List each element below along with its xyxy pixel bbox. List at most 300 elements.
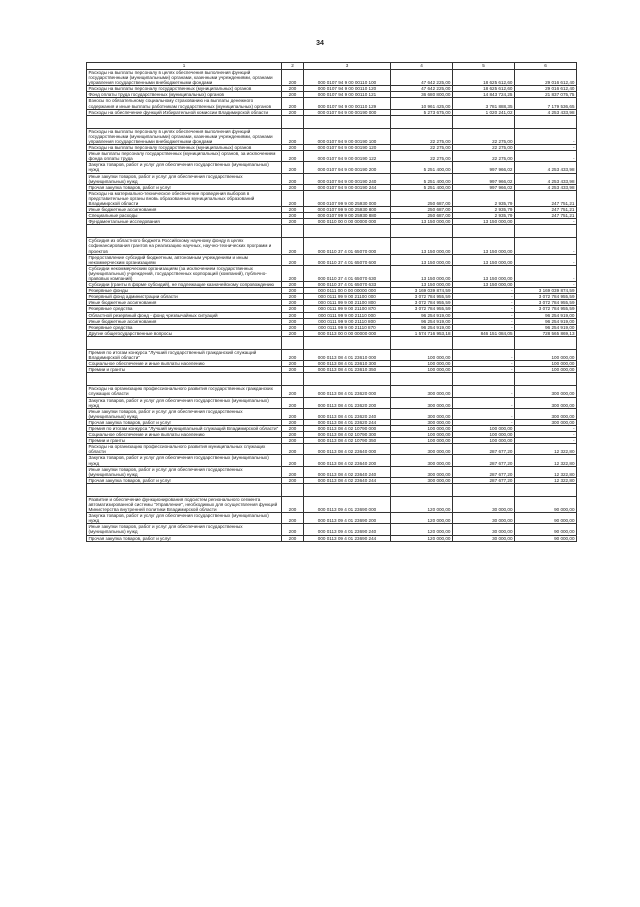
row-name-cell: Иные закупки товаров, работ и услуг для обеспечения государственных (муниципальных) нужд [87, 466, 282, 477]
table-row [87, 373, 577, 386]
row-rest-cell: 29 016 612,40 [515, 86, 577, 92]
row-rest-cell [515, 483, 577, 496]
table-row [87, 513, 577, 524]
row-rest-cell: 12 322,80 [515, 444, 577, 455]
row-rest-cell: 4 253 433,98 [515, 162, 577, 173]
row-ved-cell: 200 [282, 535, 304, 541]
row-code-cell: 000 0111 99 9 00 21100 000 [304, 294, 391, 300]
row-code-cell: 000 0107 94 9 00 00190 240 [304, 173, 391, 184]
row-plan-cell: 13 150 000,00 [391, 238, 453, 254]
row-code-cell: 000 0107 94 9 00 00190 100 [304, 128, 391, 144]
table-row [87, 330, 577, 336]
row-exec-cell: - [453, 324, 515, 330]
row-plan-cell: 47 642 225,00 [391, 70, 453, 86]
row-plan-cell: 100 000,00 [391, 361, 453, 367]
table-row [87, 349, 577, 360]
row-plan-cell: 13 150 000,00 [391, 254, 453, 265]
row-ved-cell [282, 336, 304, 349]
row-rest-cell: 12 322,80 [515, 477, 577, 483]
row-plan-cell: 96 254 919,00 [391, 312, 453, 318]
row-exec-cell: 287 677,20 [453, 477, 515, 483]
table-row [87, 535, 577, 541]
row-name-cell: Премии и гранты [87, 367, 282, 373]
row-code-cell: 000 0113 08 4 01 23620 240 [304, 408, 391, 419]
row-rest-cell: 247 751,21 [515, 190, 577, 206]
table-row [87, 145, 577, 151]
row-rest-cell: - [515, 151, 577, 162]
table-row [87, 336, 577, 349]
row-plan-cell: 100 000,00 [391, 367, 453, 373]
row-code-cell: 000 0111 99 9 00 21110 000 [304, 312, 391, 318]
row-exec-cell: 13 150 000,00 [453, 265, 515, 281]
row-ved-cell [282, 115, 304, 128]
row-code-cell: 000 0111 00 0 00 00000 000 [304, 288, 391, 294]
table-row [87, 397, 577, 408]
row-exec-cell: - [453, 397, 515, 408]
row-name-cell: Предоставление субсидий бюджетным, автономным учреждениям и иным некоммерческим организациям [87, 254, 282, 265]
row-code-cell: 000 0111 99 9 00 21110 870 [304, 324, 391, 330]
row-exec-cell: 30 000,00 [453, 524, 515, 535]
row-plan-cell: 13 150 000,00 [391, 265, 453, 281]
row-exec-cell: 22 275,00 [453, 145, 515, 151]
row-ved-cell: 200 [282, 349, 304, 360]
row-name-cell [87, 115, 282, 128]
row-name-cell: Расходы на обеспечение функций Избирательной комиссии Владимирской области [87, 109, 282, 115]
row-code-cell: 000 0107 94 9 00 00190 120 [304, 145, 391, 151]
row-rest-cell: 3 169 039 874,59 [515, 288, 577, 294]
row-code-cell: 000 0107 99 9 00 25930 880 [304, 213, 391, 219]
row-code-cell: 000 0110 37 4 01 65070 000 [304, 238, 391, 254]
row-exec-cell: 100 000,00 [453, 425, 515, 431]
row-plan-cell: 100 000,00 [391, 349, 453, 360]
row-plan-cell [391, 483, 453, 496]
budget-table [86, 62, 577, 542]
row-rest-cell: 12 322,80 [515, 466, 577, 477]
row-code-cell [304, 483, 391, 496]
row-name-cell: Иные бюджетные ассигнования [87, 207, 282, 213]
table-row [87, 483, 577, 496]
row-code-cell [304, 336, 391, 349]
row-plan-cell: 100 000,00 [391, 432, 453, 438]
table-row [87, 265, 577, 281]
row-name-cell: Расходы на выплаты персоналу в целях обеспечения выполнения функций государственными (муниципальными) органами, казенными учреждениями, органами управления государственными внебюджетными фондами [87, 70, 282, 86]
row-code-cell: 000 0113 09 4 01 23690 244 [304, 535, 391, 541]
table-row [87, 477, 577, 483]
row-name-cell: Премии и гранты [87, 438, 282, 444]
row-ved-cell: 200 [282, 219, 304, 225]
table-row [87, 151, 577, 162]
row-rest-cell: - [515, 282, 577, 288]
row-code-cell: 000 0113 08 4 02 23640 000 [304, 444, 391, 455]
row-plan-cell: 13 150 000,00 [391, 219, 453, 225]
row-ved-cell: 200 [282, 455, 304, 466]
row-rest-cell: - [515, 238, 577, 254]
row-plan-cell [391, 336, 453, 349]
row-name-cell: Социальное обеспечение и иные выплаты населению [87, 361, 282, 367]
row-rest-cell: 96 254 919,00 [515, 318, 577, 324]
table-row [87, 70, 577, 86]
row-name-cell: Субсидии некоммерческим организациям (за исключением государственных (муниципальных) учреждений, государственных корпораций (компаний), публично-правовых компаний) [87, 265, 282, 281]
row-name-cell: Иные закупки товаров, работ и услуг для обеспечения государственных (муниципальных) нужд [87, 408, 282, 419]
row-ved-cell: 200 [282, 213, 304, 219]
row-rest-cell: 4 253 433,98 [515, 173, 577, 184]
table-body [87, 70, 577, 542]
row-exec-cell: 100 000,00 [453, 432, 515, 438]
row-ved-cell: 200 [282, 70, 304, 86]
row-ved-cell: 200 [282, 318, 304, 324]
row-ved-cell: 200 [282, 151, 304, 162]
row-ved-cell: 200 [282, 128, 304, 144]
row-ved-cell: 200 [282, 98, 304, 109]
row-name-cell: Иные бюджетные ассигнования [87, 318, 282, 324]
row-rest-cell: 3 072 784 955,59 [515, 306, 577, 312]
row-exec-cell: 997 966,02 [453, 173, 515, 184]
row-exec-cell: - [453, 408, 515, 419]
row-name-cell: Расходы на организацию профессионального развития государственных гражданских служащих области [87, 386, 282, 397]
row-ved-cell: 200 [282, 444, 304, 455]
row-ved-cell: 200 [282, 92, 304, 98]
row-code-cell: 000 0107 94 9 00 00190 000 [304, 109, 391, 115]
table-row [87, 190, 577, 206]
row-ved-cell: 200 [282, 207, 304, 213]
row-exec-cell: 287 677,20 [453, 455, 515, 466]
row-code-cell: 000 0107 94 9 00 00110 129 [304, 98, 391, 109]
row-rest-cell: 90 000,00 [515, 535, 577, 541]
row-rest-cell: 21 837 075,75 [515, 92, 577, 98]
row-ved-cell: 200 [282, 425, 304, 431]
header-row [87, 63, 577, 70]
row-name-cell: Субсидия из областного бюджета Российскому научному фонду в целях софинансирования грантов на реализацию научных, научно-технических программ и проектов [87, 238, 282, 254]
row-code-cell [304, 115, 391, 128]
row-ved-cell: 200 [282, 367, 304, 373]
row-rest-cell: 4 253 433,98 [515, 109, 577, 115]
row-code-cell: 000 0113 08 4 01 23610 300 [304, 361, 391, 367]
row-code-cell: 000 0111 99 9 00 21100 800 [304, 300, 391, 306]
table-row [87, 173, 577, 184]
row-rest-cell: 90 000,00 [515, 496, 577, 512]
row-code-cell: 000 0110 37 4 01 65070 630 [304, 265, 391, 281]
row-rest-cell: 300 000,00 [515, 386, 577, 397]
row-ved-cell [282, 373, 304, 386]
row-exec-cell: 287 677,20 [453, 466, 515, 477]
row-rest-cell: 300 000,00 [515, 397, 577, 408]
table-row [87, 282, 577, 288]
row-plan-cell: 300 000,00 [391, 419, 453, 425]
row-ved-cell [282, 483, 304, 496]
table-row [87, 408, 577, 419]
row-plan-cell: 5 251 400,00 [391, 184, 453, 190]
row-plan-cell: 47 642 225,00 [391, 86, 453, 92]
row-code-cell: 000 0113 08 4 02 10790 350 [304, 438, 391, 444]
row-ved-cell: 200 [282, 254, 304, 265]
row-exec-cell: - [453, 306, 515, 312]
row-name-cell: Иные закупки товаров, работ и услуг для обеспечения государственных (муниципальных) нужд [87, 173, 282, 184]
row-exec-cell: 3 781 888,35 [453, 98, 515, 109]
row-plan-cell: 13 150 000,00 [391, 282, 453, 288]
row-code-cell: 000 0110 37 4 01 65070 633 [304, 282, 391, 288]
row-rest-cell [515, 225, 577, 238]
row-code-cell: 000 0113 09 4 01 23690 240 [304, 524, 391, 535]
row-name-cell: Прочая закупка товаров, работ и услуг [87, 535, 282, 541]
row-rest-cell: 12 322,80 [515, 455, 577, 466]
row-rest-cell: 100 000,00 [515, 349, 577, 360]
row-rest-cell: 3 072 784 955,59 [515, 294, 577, 300]
row-ved-cell: 200 [282, 162, 304, 173]
row-code-cell: 000 0107 94 9 00 00190 244 [304, 184, 391, 190]
row-ved-cell: 200 [282, 432, 304, 438]
row-ved-cell: 200 [282, 513, 304, 524]
row-rest-cell: - [515, 145, 577, 151]
row-name-cell: Закупка товаров, работ и услуг для обеспечения государственных (муниципальных) нужд [87, 397, 282, 408]
row-exec-cell: 287 677,20 [453, 444, 515, 455]
row-name-cell: Социальное обеспечение и иные выплаты населению [87, 432, 282, 438]
row-exec-cell: 13 150 000,00 [453, 282, 515, 288]
row-exec-cell: - [453, 367, 515, 373]
table-row [87, 254, 577, 265]
row-ved-cell: 200 [282, 282, 304, 288]
row-name-cell: Расходы на выплаты персоналу государственных (муниципальных) органов [87, 86, 282, 92]
row-rest-cell: 96 254 919,00 [515, 312, 577, 318]
row-ved-cell: 200 [282, 184, 304, 190]
row-exec-cell: 100 000,00 [453, 438, 515, 444]
row-rest-cell: 300 000,00 [515, 408, 577, 419]
row-plan-cell: 100 000,00 [391, 425, 453, 431]
table-row [87, 444, 577, 455]
row-name-cell [87, 225, 282, 238]
row-exec-cell: 18 625 612,60 [453, 86, 515, 92]
row-plan-cell: 3 072 784 955,59 [391, 306, 453, 312]
header-cell: 5 [453, 63, 515, 70]
row-rest-cell: 4 253 433,98 [515, 184, 577, 190]
row-name-cell: Субсидии (гранты в форме субсидий), не подлежащие казначейскому сопровождению [87, 282, 282, 288]
row-rest-cell: 100 000,00 [515, 361, 577, 367]
row-rest-cell: 90 000,00 [515, 513, 577, 524]
row-code-cell: 000 0110 37 4 01 65070 600 [304, 254, 391, 265]
row-exec-cell [453, 336, 515, 349]
row-rest-cell: 7 179 536,65 [515, 98, 577, 109]
header-cell: 2 [282, 63, 304, 70]
row-name-cell: Премия по итогам конкурса "Лучший государственный гражданский служащий Владимирской области" [87, 349, 282, 360]
row-code-cell: 000 0107 99 9 00 25930 000 [304, 190, 391, 206]
row-exec-cell: 2 935,79 [453, 190, 515, 206]
row-ved-cell: 200 [282, 145, 304, 151]
row-name-cell: Фундаментальные исследования [87, 219, 282, 225]
row-ved-cell: 200 [282, 324, 304, 330]
row-name-cell: Иные бюджетные ассигнования [87, 300, 282, 306]
header-cell: 6 [515, 63, 577, 70]
row-plan-cell: 5 273 675,00 [391, 109, 453, 115]
row-plan-cell: 3 072 784 955,59 [391, 294, 453, 300]
row-code-cell: 000 0113 08 4 02 23640 244 [304, 477, 391, 483]
table-row [87, 466, 577, 477]
row-plan-cell: 300 000,00 [391, 466, 453, 477]
row-plan-cell: 250 687,00 [391, 207, 453, 213]
row-exec-cell: - [453, 361, 515, 367]
row-ved-cell: 200 [282, 386, 304, 397]
row-code-cell: 000 0107 99 9 00 25930 800 [304, 207, 391, 213]
table-row [87, 496, 577, 512]
row-plan-cell: 250 687,00 [391, 213, 453, 219]
row-plan-cell: 5 251 400,00 [391, 162, 453, 173]
table-row [87, 524, 577, 535]
page-number: 34 [316, 40, 324, 47]
table-row [87, 92, 577, 98]
row-rest-cell: 100 000,00 [515, 367, 577, 373]
row-ved-cell: 200 [282, 288, 304, 294]
row-code-cell: 000 0113 00 0 00 00000 000 [304, 330, 391, 336]
row-name-cell: Другие общегосударственные вопросы [87, 330, 282, 336]
row-ved-cell: 200 [282, 190, 304, 206]
row-name-cell: Иные закупки товаров, работ и услуг для обеспечения государственных (муниципальных) нужд [87, 524, 282, 535]
row-rest-cell: - [515, 425, 577, 431]
row-plan-cell: 1 574 716 953,18 [391, 330, 453, 336]
row-exec-cell: - [453, 294, 515, 300]
row-ved-cell: 200 [282, 312, 304, 318]
row-rest-cell: 29 016 612,40 [515, 70, 577, 86]
row-code-cell: 000 0107 94 9 00 00110 100 [304, 70, 391, 86]
row-name-cell: Прочая закупка товаров, работ и услуг [87, 419, 282, 425]
table-row [87, 225, 577, 238]
row-exec-cell: 30 000,00 [453, 496, 515, 512]
row-code-cell: 000 0113 09 4 01 23690 200 [304, 513, 391, 524]
row-name-cell: Взносы по обязательному социальному страхованию на выплаты денежного содержания и иные выплаты работникам государственных (муниципальных) органов [87, 98, 282, 109]
row-ved-cell: 200 [282, 466, 304, 477]
row-rest-cell: - [515, 265, 577, 281]
row-name-cell: Расходы на выплаты персоналу в целях обеспечения выполнения функций государственными (муниципальными) органами, казенными учреждениями, органами управления государственными внебюджетными фондами [87, 128, 282, 144]
row-plan-cell: 120 000,00 [391, 524, 453, 535]
row-exec-cell: - [453, 312, 515, 318]
row-ved-cell: 200 [282, 306, 304, 312]
row-exec-cell: 2 935,79 [453, 213, 515, 219]
row-plan-cell: 250 687,00 [391, 190, 453, 206]
row-rest-cell: 300 000,00 [515, 419, 577, 425]
row-name-cell: Фонд оплаты труда государственных (муниципальных) органов [87, 92, 282, 98]
row-ved-cell: 200 [282, 330, 304, 336]
row-plan-cell: 5 251 400,00 [391, 173, 453, 184]
row-ved-cell: 200 [282, 173, 304, 184]
row-name-cell: Закупка товаров, работ и услуг для обеспечения государственных (муниципальных) нужд [87, 455, 282, 466]
table-row [87, 425, 577, 431]
row-exec-cell: - [453, 318, 515, 324]
row-code-cell: 000 0107 94 9 00 00190 200 [304, 162, 391, 173]
row-rest-cell [515, 336, 577, 349]
row-ved-cell: 200 [282, 109, 304, 115]
row-plan-cell: 300 000,00 [391, 397, 453, 408]
row-exec-cell: - [453, 288, 515, 294]
row-rest-cell: 247 751,21 [515, 207, 577, 213]
row-ved-cell: 200 [282, 361, 304, 367]
row-code-cell [304, 225, 391, 238]
row-name-cell: Расходы на материально-техническое обеспечение проведения выборов в представительные органы вновь образованных муниципальных образований Владимирской области [87, 190, 282, 206]
table-row [87, 184, 577, 190]
row-ved-cell: 200 [282, 397, 304, 408]
table-row [87, 98, 577, 109]
row-name-cell [87, 483, 282, 496]
row-code-cell: 000 0107 94 9 00 00110 121 [304, 92, 391, 98]
row-exec-cell [453, 225, 515, 238]
row-code-cell: 000 0111 99 9 00 21100 870 [304, 306, 391, 312]
row-plan-cell: 96 254 919,00 [391, 318, 453, 324]
row-exec-cell [453, 483, 515, 496]
row-plan-cell: 100 000,00 [391, 438, 453, 444]
row-name-cell: Развитие и обеспечение функционирования подсистем регионального сегмента автоматизированной системы "Управление", необходимых для осуществления функций Министерства внутренней политики Владимирской области [87, 496, 282, 512]
row-ved-cell: 200 [282, 496, 304, 512]
row-rest-cell: - [515, 219, 577, 225]
row-name-cell: Резервные средства [87, 306, 282, 312]
row-exec-cell: 2 935,79 [453, 207, 515, 213]
row-exec-cell: 22 275,00 [453, 128, 515, 144]
row-plan-cell: 120 000,00 [391, 535, 453, 541]
table-row [87, 455, 577, 466]
row-code-cell: 000 0113 08 4 02 23640 200 [304, 455, 391, 466]
row-rest-cell: - [515, 254, 577, 265]
table-row [87, 86, 577, 92]
row-code-cell: 000 0107 94 9 00 00190 122 [304, 151, 391, 162]
row-exec-cell [453, 373, 515, 386]
row-ved-cell: 200 [282, 300, 304, 306]
row-plan-cell: 22 275,00 [391, 151, 453, 162]
row-exec-cell [453, 115, 515, 128]
row-rest-cell: - [515, 432, 577, 438]
row-name-cell [87, 373, 282, 386]
row-exec-cell: - [453, 349, 515, 360]
row-ved-cell: 200 [282, 408, 304, 419]
row-code-cell: 000 0113 08 4 02 10790 300 [304, 432, 391, 438]
row-name-cell: Резервные фонды [87, 288, 282, 294]
row-code-cell [304, 373, 391, 386]
header-cell: 4 [391, 63, 453, 70]
row-exec-cell: 13 150 000,00 [453, 219, 515, 225]
row-plan-cell: 96 254 919,00 [391, 324, 453, 330]
row-ved-cell: 200 [282, 477, 304, 483]
row-exec-cell: - [453, 419, 515, 425]
row-plan-cell: 22 275,00 [391, 145, 453, 151]
row-exec-cell: - [453, 300, 515, 306]
row-name-cell: Расходы на выплаты персоналу государственных (муниципальных) органов [87, 145, 282, 151]
header-cell: 1 [87, 63, 282, 70]
row-exec-cell: 1 020 241,02 [453, 109, 515, 115]
row-plan-cell: 300 000,00 [391, 477, 453, 483]
table-row [87, 238, 577, 254]
row-plan-cell: 120 000,00 [391, 513, 453, 524]
row-exec-cell: 997 966,02 [453, 184, 515, 190]
row-plan-cell: 3 169 039 874,59 [391, 288, 453, 294]
row-exec-cell: 846 151 084,05 [453, 330, 515, 336]
row-exec-cell: 14 843 724,25 [453, 92, 515, 98]
row-plan-cell: 120 000,00 [391, 496, 453, 512]
row-name-cell: Закупка товаров, работ и услуг для обеспечения государственных (муниципальных) нужд [87, 162, 282, 173]
row-name-cell: Резервный фонд администрации области [87, 294, 282, 300]
row-code-cell: 000 0113 08 4 01 23610 350 [304, 367, 391, 373]
row-code-cell: 000 0113 08 4 01 23620 200 [304, 397, 391, 408]
row-rest-cell: 96 254 919,00 [515, 324, 577, 330]
table-row [87, 128, 577, 144]
row-plan-cell: 3 072 784 955,59 [391, 300, 453, 306]
row-plan-cell [391, 115, 453, 128]
header-cell: 3 [304, 63, 391, 70]
row-plan-cell: 300 000,00 [391, 455, 453, 466]
row-rest-cell: 3 072 784 955,59 [515, 300, 577, 306]
row-code-cell: 000 0113 08 4 01 23620 244 [304, 419, 391, 425]
row-rest-cell [515, 115, 577, 128]
row-plan-cell: 300 000,00 [391, 386, 453, 397]
row-code-cell: 000 0113 09 4 01 23690 000 [304, 496, 391, 512]
row-code-cell: 000 0107 94 9 00 00110 120 [304, 86, 391, 92]
row-rest-cell [515, 373, 577, 386]
row-name-cell: Закупка товаров, работ и услуг для обеспечения государственных (муниципальных) нужд [87, 513, 282, 524]
row-name-cell: Прочая закупка товаров, работ и услуг [87, 184, 282, 190]
row-code-cell: 000 0111 99 9 00 21110 800 [304, 318, 391, 324]
